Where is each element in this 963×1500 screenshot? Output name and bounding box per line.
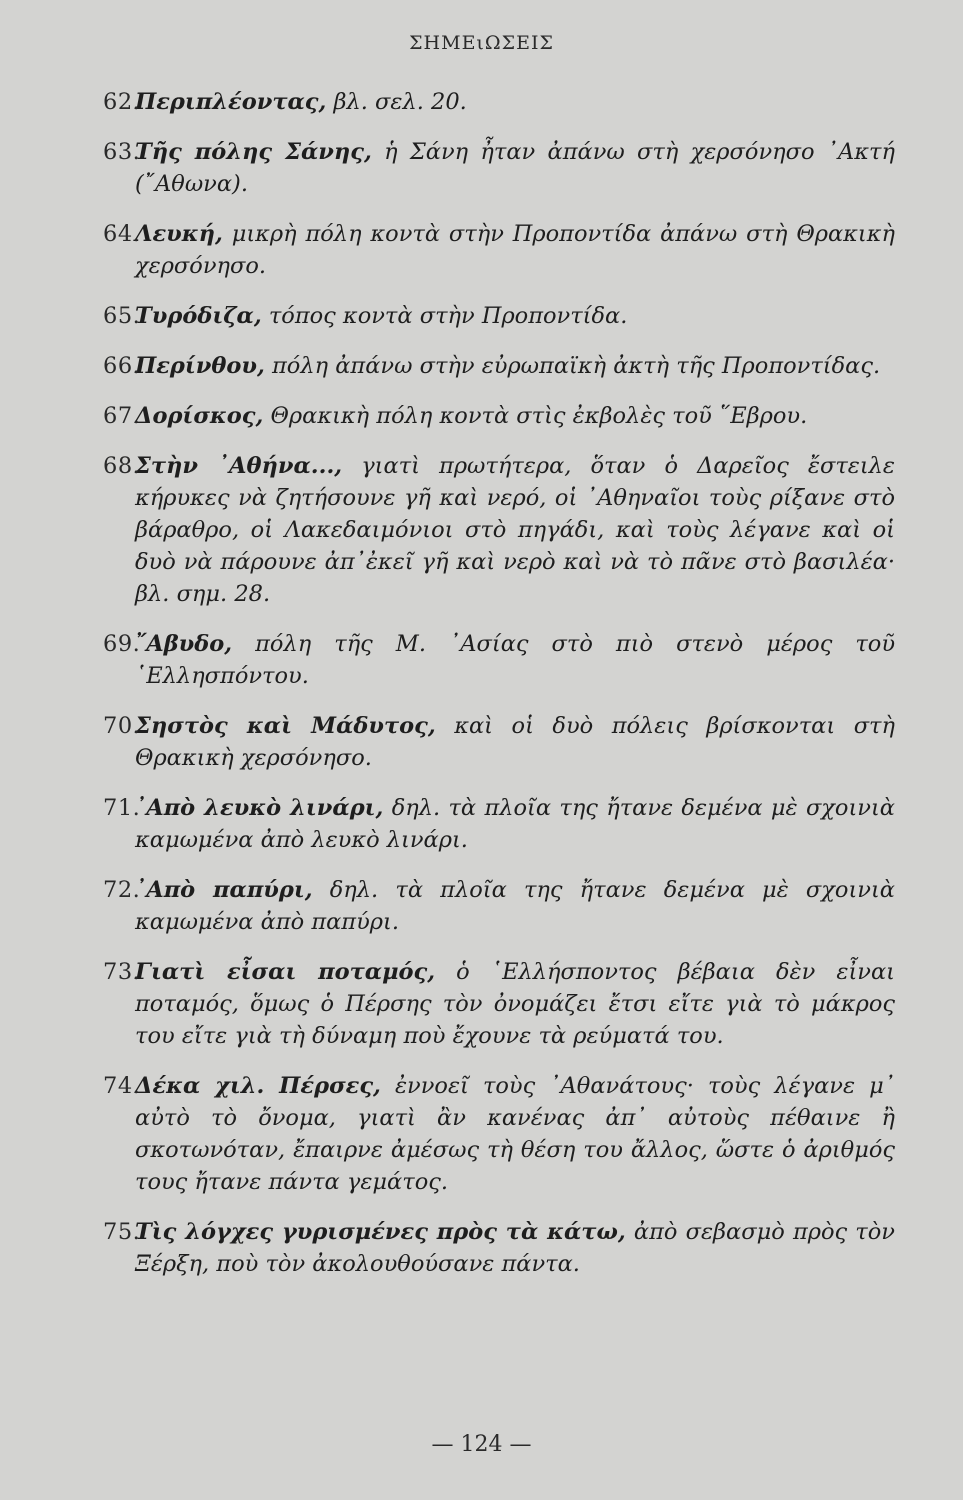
note-text: βλ. σελ. 20. [326,89,467,115]
note-72 [103,874,895,938]
note-62 [103,86,895,118]
note-number: 71. [103,795,141,821]
note-term: ᾿Απὸ λευκὸ λινάρι, [135,795,384,821]
note-number: 62. [103,89,141,115]
note-text: μικρὴ πόλη κοντὰ στὴν Προποντίδα ἀπάνω στὴ Θρακικὴ χερσόνησο. [135,221,895,279]
note-text: Θρακικὴ πόλη κοντὰ στὶς ἐκβολὲς τοῦ ῞Εβρου. [263,403,808,429]
note-75 [103,1216,895,1280]
note-number: 72. [103,877,141,903]
note-term: Δορίσκος, [135,403,264,429]
note-text: πόλη τῆς Μ. ᾿Ασίας στὸ πιὸ στενὸ μέρος τοῦ ῾Ελλησπόντου. [135,631,895,689]
note-text: καὶ οἱ δυὸ πόλεις βρίσκονται στὴ Θρακικὴ χερσόνησο. [135,713,895,771]
note-term: Τυρόδιζα, [135,303,262,329]
note-text: ἐννοεῖ τοὺς ᾿Αθανάτους· τοὺς λέγανε μ᾿ αὐτὸ τὸ ὄνομα, γιατὶ ἂν κανένας ἀπ᾿ αὐτοὺς πέθαινε ἢ σκοτωνόταν, ἔπαιρνε ἀμέσως τὴ θέση του ἄλλος, ὥστε ὁ ἀριθμός τους ἤτανε πάντα γεμάτος. [135,1073,896,1195]
notes-list [103,86,895,1298]
note-term: Τὶς λόγχες γυρισμένες πρὸς τὰ κάτω, [135,1219,626,1245]
note-69 [103,628,895,692]
note-term: Στὴν ᾿Αθήνα..., [135,453,343,479]
note-text: ἀπὸ σεβασμὸ πρὸς τὸν Ξέρξη, ποὺ τὸν ἀκολουθούσανε πάντα. [135,1219,895,1277]
note-term: Λευκή, [135,221,223,247]
note-term: Σηστὸς καὶ Μάδυτος, [135,713,436,739]
note-number: 65. [103,303,141,329]
note-term: Τῆς πόλης Σάνης, [135,139,372,165]
note-73 [103,956,895,1052]
note-71 [103,792,895,856]
note-number: 66. [103,353,141,379]
note-text: πόλη ἀπάνω στὴν εὐρωπαϊκὴ ἀκτὴ τῆς Προποντίδας. [264,353,881,379]
note-65 [103,300,895,332]
note-number: 69. [103,631,141,657]
note-number: 64. [103,221,141,247]
note-number: 70. [103,713,141,739]
note-67 [103,400,895,432]
note-number: 67. [103,403,141,429]
note-68 [103,450,895,610]
note-63 [103,136,895,200]
note-term: Δέκα χιλ. Πέρσες, [135,1073,381,1099]
note-64 [103,218,895,282]
note-text: δηλ. τὰ πλοῖα της ἤτανε δεμένα μὲ σχοινιὰ καμωμένα ἀπὸ παπύρι. [135,877,895,935]
note-70 [103,710,895,774]
note-text: γιατὶ πρωτήτερα, ὅταν ὁ Δαρεῖος ἔστειλε κήρυκες νὰ ζητήσουνε γῆ καὶ νερό, οἱ ᾿Αθηναῖοι τοὺς ρίξανε στὸ βάραθρο, οἱ Λακεδαιμόνιοι στὸ πηγάδι, καὶ τοὺς λέγανε καὶ οἱ δυὸ νὰ πάρουνε ἀπ᾿ἐκεῖ γῆ καὶ νερὸ καὶ νὰ τὸ πᾶνε στὸ βασιλέα· βλ. σημ. 28. [135,453,895,607]
page-header: ΣΗΜΕιΩΣΕΙΣ [409,32,554,54]
note-text: δηλ. τὰ πλοῖα της ἤτανε δεμένα μὲ σχοινιὰ καμωμένα ἀπὸ λευκὸ λινάρι. [135,795,895,853]
note-text: ἡ Σάνη ἦταν ἀπάνω στὴ χερσόνησο ᾿Ακτή (῎Αθωνα). [135,139,895,197]
note-number: 68. [103,453,141,479]
note-number: 75. [103,1219,141,1245]
page-number: — 124 — [431,1432,532,1457]
note-text: ὁ ῾Ελλήσποντος βέβαια δὲν εἶναι ποταμός, ὅμως ὁ Πέρσης τὸν ὀνομάζει ἔτσι εἴτε γιὰ τὸ μάκρος του εἴτε γιὰ τὴ δύναμη ποὺ ἔχουνε τὰ ρεύματά του. [135,959,895,1049]
note-term: Γιατὶ εἶσαι ποταμός, [135,959,436,985]
note-term: ᾿Απὸ παπύρι, [135,877,313,903]
note-term: ῎Αβυδο, [135,631,233,657]
note-66 [103,350,895,382]
note-number: 63. [103,139,141,165]
note-term: Περίνθου, [135,353,265,379]
note-text: τόπος κοντὰ στὴν Προποντίδα. [261,303,628,329]
note-term: Περιπλέοντας, [135,89,327,115]
note-number: 74. [103,1073,141,1099]
note-number: 73. [103,959,141,985]
note-74 [103,1070,895,1198]
